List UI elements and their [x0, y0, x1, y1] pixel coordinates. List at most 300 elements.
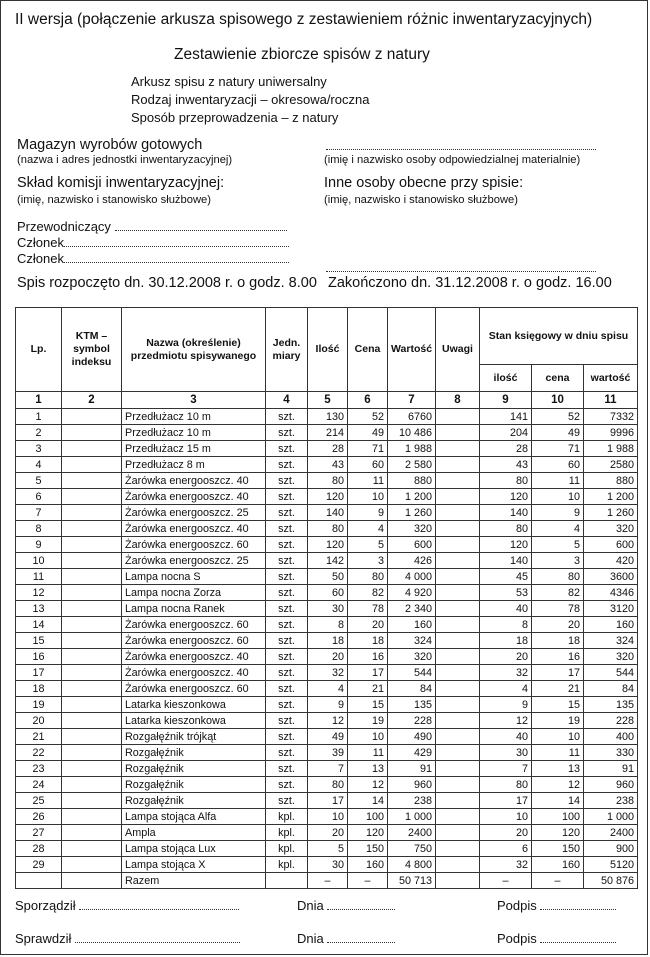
table-cell: 20 — [480, 649, 532, 665]
table-cell: 1 988 — [388, 441, 436, 457]
col-book-header: Stan księgowy w dniu spisu — [480, 308, 638, 365]
total-label: Razem — [122, 873, 266, 889]
table-row — [16, 825, 638, 841]
table-cell: Lampa stojąca Lux — [122, 841, 266, 857]
table-cell: 24 — [16, 777, 62, 793]
table-cell: szt. — [266, 649, 308, 665]
table-cell: 22 — [16, 745, 62, 761]
table-cell — [62, 857, 122, 873]
table-cell — [62, 521, 122, 537]
table-cell: 880 — [584, 473, 638, 489]
table-cell: 12 — [532, 777, 584, 793]
table-cell: 320 — [584, 649, 638, 665]
table-cell: 880 — [388, 473, 436, 489]
table-cell: 30 — [480, 745, 532, 761]
table-cell: 80 — [480, 777, 532, 793]
col-book-price-header: cena — [532, 365, 584, 392]
table-cell: 228 — [388, 713, 436, 729]
others-hint: (imię, nazwisko i stanowisko służbowe) — [324, 194, 518, 206]
table-cell: Lampa stojąca X — [122, 857, 266, 873]
table-cell — [62, 425, 122, 441]
table-cell: 17 — [348, 665, 388, 681]
table-cell: 12 — [480, 713, 532, 729]
table-cell: 228 — [584, 713, 638, 729]
table-row — [16, 777, 638, 793]
table-cell: 80 — [348, 569, 388, 585]
table-cell: Żarówka energooszcz. 60 — [122, 633, 266, 649]
table-row — [16, 713, 638, 729]
table-cell: 43 — [308, 457, 348, 473]
table-row — [16, 473, 638, 489]
table-cell: 4 800 — [388, 857, 436, 873]
table-cell: 18 — [308, 633, 348, 649]
table-cell: Żarówka energooszcz. 40 — [122, 473, 266, 489]
table-cell: 71 — [532, 441, 584, 457]
checked-signature: Podpis — [497, 931, 616, 946]
table-cell: 238 — [388, 793, 436, 809]
table-cell: 10 — [16, 553, 62, 569]
table-cell: 750 — [388, 841, 436, 857]
table-cell: 3120 — [584, 601, 638, 617]
table-cell: 80 — [480, 521, 532, 537]
table-cell: 80 — [308, 521, 348, 537]
table-row — [16, 601, 638, 617]
prepared-date: Dnia — [297, 898, 395, 913]
table-cell: 141 — [480, 409, 532, 425]
table-cell: 84 — [584, 681, 638, 697]
table-cell: szt. — [266, 537, 308, 553]
column-number: 8 — [436, 392, 480, 409]
table-row — [16, 569, 638, 585]
table-cell: 120 — [308, 489, 348, 505]
table-cell: 2 340 — [388, 601, 436, 617]
table-cell — [436, 409, 480, 425]
table-cell — [436, 649, 480, 665]
table-cell: szt. — [266, 777, 308, 793]
table-cell — [436, 793, 480, 809]
table-cell: 130 — [308, 409, 348, 425]
table-cell: 17 — [532, 665, 584, 681]
table-cell: 324 — [584, 633, 638, 649]
subtitle-2: Rodzaj inwentaryzacji – okresowa/roczna — [131, 92, 370, 107]
table-cell — [436, 521, 480, 537]
table-cell: 4 — [532, 521, 584, 537]
table-cell — [62, 569, 122, 585]
version-heading: II wersja (połączenie arkusza spisowego z zestawieniem różnic inwentaryzacyjnych) — [15, 11, 593, 28]
table-cell: 160 — [584, 617, 638, 633]
table-cell: 160 — [348, 857, 388, 873]
table-cell: Rozgałęźnik trójkąt — [122, 729, 266, 745]
table-cell: 1 260 — [388, 505, 436, 521]
table-cell — [436, 713, 480, 729]
table-cell: Żarówka energooszcz. 60 — [122, 681, 266, 697]
table-row — [16, 409, 638, 425]
table-cell: 18 — [348, 633, 388, 649]
table-cell — [62, 617, 122, 633]
table-cell: 4 — [480, 681, 532, 697]
total-book-qty: – — [480, 873, 532, 889]
col-unit-header: Jedn. miary — [266, 308, 308, 392]
table-cell: 18 — [480, 633, 532, 649]
table-row — [16, 857, 638, 873]
table-cell: 2400 — [388, 825, 436, 841]
table-cell: szt. — [266, 489, 308, 505]
table-cell — [436, 841, 480, 857]
table-cell — [436, 809, 480, 825]
table-cell: 18 — [16, 681, 62, 697]
table-cell: szt. — [266, 569, 308, 585]
table-cell: 2 — [16, 425, 62, 441]
table-cell: 100 — [532, 809, 584, 825]
table-cell: 135 — [584, 697, 638, 713]
col-notes-header: Uwagi — [436, 308, 480, 392]
column-number: 5 — [308, 392, 348, 409]
end-info: Zakończono dn. 31.12.2008 r. o godz. 16.00 — [328, 275, 612, 291]
table-cell — [436, 473, 480, 489]
table-cell: 5 — [532, 537, 584, 553]
column-number: 3 — [122, 392, 266, 409]
table-cell: 10 486 — [388, 425, 436, 441]
table-cell: 13 — [348, 761, 388, 777]
table-cell: Latarka kieszonkowa — [122, 713, 266, 729]
table-cell: 120 — [348, 825, 388, 841]
table-row — [16, 553, 638, 569]
table-cell: 1 988 — [584, 441, 638, 457]
table-cell: 8 — [16, 521, 62, 537]
total-row — [16, 873, 638, 889]
table-row — [16, 649, 638, 665]
table-cell: 9 — [348, 505, 388, 521]
table-cell: 78 — [348, 601, 388, 617]
table-cell: 32 — [480, 857, 532, 873]
table-cell: 20 — [532, 617, 584, 633]
table-cell — [62, 793, 122, 809]
table-cell: 21 — [532, 681, 584, 697]
table-cell: 320 — [388, 521, 436, 537]
table-cell — [62, 553, 122, 569]
table-row — [16, 793, 638, 809]
total-empty-cell — [62, 873, 122, 889]
table-cell — [62, 761, 122, 777]
commission-hint: (imię, nazwisko i stanowisko służbowe) — [17, 194, 211, 206]
table-cell: szt. — [266, 457, 308, 473]
table-cell: szt. — [266, 633, 308, 649]
table-cell: 204 — [480, 425, 532, 441]
table-cell: 142 — [308, 553, 348, 569]
table-cell: 82 — [532, 585, 584, 601]
table-cell — [62, 409, 122, 425]
table-cell: 17 — [16, 665, 62, 681]
table-cell: 78 — [532, 601, 584, 617]
table-cell: Latarka kieszonkowa — [122, 697, 266, 713]
table-cell: 40 — [480, 601, 532, 617]
table-row — [16, 633, 638, 649]
table-cell: 20 — [16, 713, 62, 729]
table-cell — [62, 841, 122, 857]
table-cell: Rozgałęźnik — [122, 745, 266, 761]
table-cell: 2580 — [584, 457, 638, 473]
table-cell: 120 — [480, 537, 532, 553]
table-cell: 6 — [480, 841, 532, 857]
table-cell — [62, 489, 122, 505]
checked-by: Sprawdził — [15, 931, 240, 946]
table-cell — [62, 537, 122, 553]
table-cell: Lampa nocna Zorza — [122, 585, 266, 601]
table-cell: szt. — [266, 729, 308, 745]
table-cell: 4 920 — [388, 585, 436, 601]
table-cell: 4 — [16, 457, 62, 473]
table-row — [16, 617, 638, 633]
table-cell: 5 — [16, 473, 62, 489]
table-cell: Lampa stojąca Alfa — [122, 809, 266, 825]
table-cell: 900 — [584, 841, 638, 857]
table-cell — [436, 633, 480, 649]
table-cell: szt. — [266, 697, 308, 713]
table-cell — [62, 713, 122, 729]
table-cell — [62, 665, 122, 681]
table-cell: 490 — [388, 729, 436, 745]
table-cell: 21 — [348, 681, 388, 697]
table-cell: 15 — [16, 633, 62, 649]
table-cell: 91 — [388, 761, 436, 777]
table-cell: szt. — [266, 665, 308, 681]
table-cell: 20 — [308, 649, 348, 665]
table-cell: 960 — [388, 777, 436, 793]
table-cell: 4 000 — [388, 569, 436, 585]
table-cell: 25 — [16, 793, 62, 809]
table-cell: 120 — [308, 537, 348, 553]
table-cell: 10 — [348, 729, 388, 745]
table-row — [16, 761, 638, 777]
table-cell: 13 — [16, 601, 62, 617]
table-cell: Żarówka energooszcz. 40 — [122, 665, 266, 681]
table-cell: szt. — [266, 441, 308, 457]
column-number: 10 — [532, 392, 584, 409]
table-cell: 43 — [480, 457, 532, 473]
table-cell: 19 — [348, 713, 388, 729]
table-cell: szt. — [266, 681, 308, 697]
responsible-hint: (imię i nazwisko osoby odpowiedzialnej materialnie) — [324, 154, 581, 166]
table-cell — [62, 697, 122, 713]
responsible-line — [326, 137, 596, 155]
table-cell: 1 000 — [584, 809, 638, 825]
table-cell: 8 — [308, 617, 348, 633]
table-cell: 21 — [16, 729, 62, 745]
table-cell: 1 000 — [388, 809, 436, 825]
table-cell: 100 — [348, 809, 388, 825]
table-cell: 1 200 — [388, 489, 436, 505]
start-info: Spis rozpoczęto dn. 30.12.2008 r. o godz. 8.00 — [17, 275, 317, 291]
table-cell: 19 — [16, 697, 62, 713]
table-cell: 320 — [584, 521, 638, 537]
table-cell: Rozgałęźnik — [122, 793, 266, 809]
table-cell: szt. — [266, 409, 308, 425]
table-row — [16, 537, 638, 553]
table-cell — [62, 649, 122, 665]
table-cell: Przedłużacz 10 m — [122, 425, 266, 441]
prepared-by: Sporządził — [15, 898, 239, 913]
table-cell: 14 — [532, 793, 584, 809]
table-cell — [62, 729, 122, 745]
table-cell: Przedłużacz 8 m — [122, 457, 266, 473]
table-cell — [62, 505, 122, 521]
table-cell: 15 — [348, 697, 388, 713]
table-cell: 45 — [480, 569, 532, 585]
table-cell: 330 — [584, 745, 638, 761]
col-book-qty-header: ilość — [480, 365, 532, 392]
table-cell: 19 — [532, 713, 584, 729]
table-cell: szt. — [266, 745, 308, 761]
table-cell: 324 — [388, 633, 436, 649]
table-cell: 3 — [532, 553, 584, 569]
table-cell: Żarówka energooszcz. 40 — [122, 649, 266, 665]
member-2: Członek — [17, 251, 289, 266]
table-cell — [436, 665, 480, 681]
table-cell: 160 — [532, 857, 584, 873]
table-cell: 6 — [16, 489, 62, 505]
table-cell — [62, 473, 122, 489]
table-row — [16, 729, 638, 745]
table-cell: Żarówka energooszcz. 40 — [122, 489, 266, 505]
table-cell — [62, 825, 122, 841]
table-cell — [62, 601, 122, 617]
table-cell: 17 — [308, 793, 348, 809]
table-cell: 1 260 — [584, 505, 638, 521]
column-number: 4 — [266, 392, 308, 409]
table-cell: szt. — [266, 553, 308, 569]
table-cell: 15 — [532, 697, 584, 713]
table-cell: 28 — [308, 441, 348, 457]
page-title: Zestawienie zbiorcze spisów z natury — [174, 46, 430, 63]
table-cell: 2 580 — [388, 457, 436, 473]
table-row — [16, 441, 638, 457]
total-value: 50 713 — [388, 873, 436, 889]
total-empty-cell — [266, 873, 308, 889]
table-cell — [436, 729, 480, 745]
table-cell: szt. — [266, 425, 308, 441]
table-cell: 4346 — [584, 585, 638, 601]
table-cell: 140 — [480, 553, 532, 569]
col-lp-header: Lp. — [16, 308, 62, 392]
table-cell: kpl. — [266, 841, 308, 857]
member-chairman: Przewodniczący — [17, 219, 287, 234]
table-cell: 49 — [532, 425, 584, 441]
table-cell — [62, 441, 122, 457]
table-cell: 544 — [388, 665, 436, 681]
table-cell: 5 — [308, 841, 348, 857]
table-cell — [436, 617, 480, 633]
table-cell: 39 — [308, 745, 348, 761]
table-cell — [436, 585, 480, 601]
table-cell: 7 — [308, 761, 348, 777]
total-empty-cell — [436, 873, 480, 889]
table-cell: 2400 — [584, 825, 638, 841]
table-cell: 28 — [480, 441, 532, 457]
table-cell: szt. — [266, 713, 308, 729]
table-cell: 150 — [532, 841, 584, 857]
table-cell: Żarówka energooszcz. 60 — [122, 617, 266, 633]
table-cell: 4 — [348, 521, 388, 537]
table-cell: 84 — [388, 681, 436, 697]
table-cell: Lampa nocna S — [122, 569, 266, 585]
col-price-header: Cena — [348, 308, 388, 392]
table-cell: 80 — [308, 473, 348, 489]
table-cell — [436, 761, 480, 777]
table-cell: Żarówka energooszcz. 25 — [122, 553, 266, 569]
table-cell: 10 — [532, 729, 584, 745]
col-book-value-header: wartość — [584, 365, 638, 392]
table-cell: 7332 — [584, 409, 638, 425]
unit-hint: (nazwa i adres jednostki inwentaryzacyjnej) — [17, 154, 233, 166]
table-cell: 80 — [480, 473, 532, 489]
table-cell: 140 — [480, 505, 532, 521]
table-row — [16, 489, 638, 505]
table-cell: 3 — [16, 441, 62, 457]
table-cell: 5 — [348, 537, 388, 553]
column-number: 9 — [480, 392, 532, 409]
member-1: Członek — [17, 235, 289, 250]
table-cell: Ampla — [122, 825, 266, 841]
table-cell — [436, 601, 480, 617]
table-cell: 9996 — [584, 425, 638, 441]
table-cell — [436, 681, 480, 697]
table-cell — [62, 681, 122, 697]
table-cell: 14 — [348, 793, 388, 809]
commission-title: Skład komisji inwentaryzacyjnej: — [17, 175, 225, 191]
table-row — [16, 521, 638, 537]
table-cell: Żarówka energooszcz. 25 — [122, 505, 266, 521]
table-cell: 3600 — [584, 569, 638, 585]
table-cell: 6760 — [388, 409, 436, 425]
table-cell — [436, 441, 480, 457]
table-cell: 27 — [16, 825, 62, 841]
table-cell: 80 — [308, 777, 348, 793]
table-cell: 10 — [348, 489, 388, 505]
table-cell: 135 — [388, 697, 436, 713]
total-book-value: 50 876 — [584, 873, 638, 889]
table-cell: 60 — [308, 585, 348, 601]
table-cell: 12 — [16, 585, 62, 601]
table-cell: 11 — [532, 473, 584, 489]
table-cell: szt. — [266, 617, 308, 633]
table-cell — [436, 857, 480, 873]
table-cell: 9 — [532, 505, 584, 521]
table-cell — [62, 809, 122, 825]
table-cell: 50 — [308, 569, 348, 585]
table-cell: 9 — [16, 537, 62, 553]
table-cell — [436, 777, 480, 793]
checked-date: Dnia — [297, 931, 395, 946]
table-cell: Żarówka energooszcz. 40 — [122, 521, 266, 537]
table-cell: 10 — [308, 809, 348, 825]
table-cell — [436, 537, 480, 553]
table-row — [16, 425, 638, 441]
table-cell — [62, 745, 122, 761]
total-price: – — [348, 873, 388, 889]
column-number: 11 — [584, 392, 638, 409]
total-empty-cell — [16, 873, 62, 889]
table-cell: 30 — [308, 601, 348, 617]
table-cell: 120 — [480, 489, 532, 505]
table-cell: 20 — [308, 825, 348, 841]
table-cell: 12 — [348, 777, 388, 793]
table-cell: 16 — [16, 649, 62, 665]
table-cell: 13 — [532, 761, 584, 777]
table-cell: 53 — [480, 585, 532, 601]
table-cell: szt. — [266, 793, 308, 809]
table-cell: 214 — [308, 425, 348, 441]
table-cell — [436, 745, 480, 761]
